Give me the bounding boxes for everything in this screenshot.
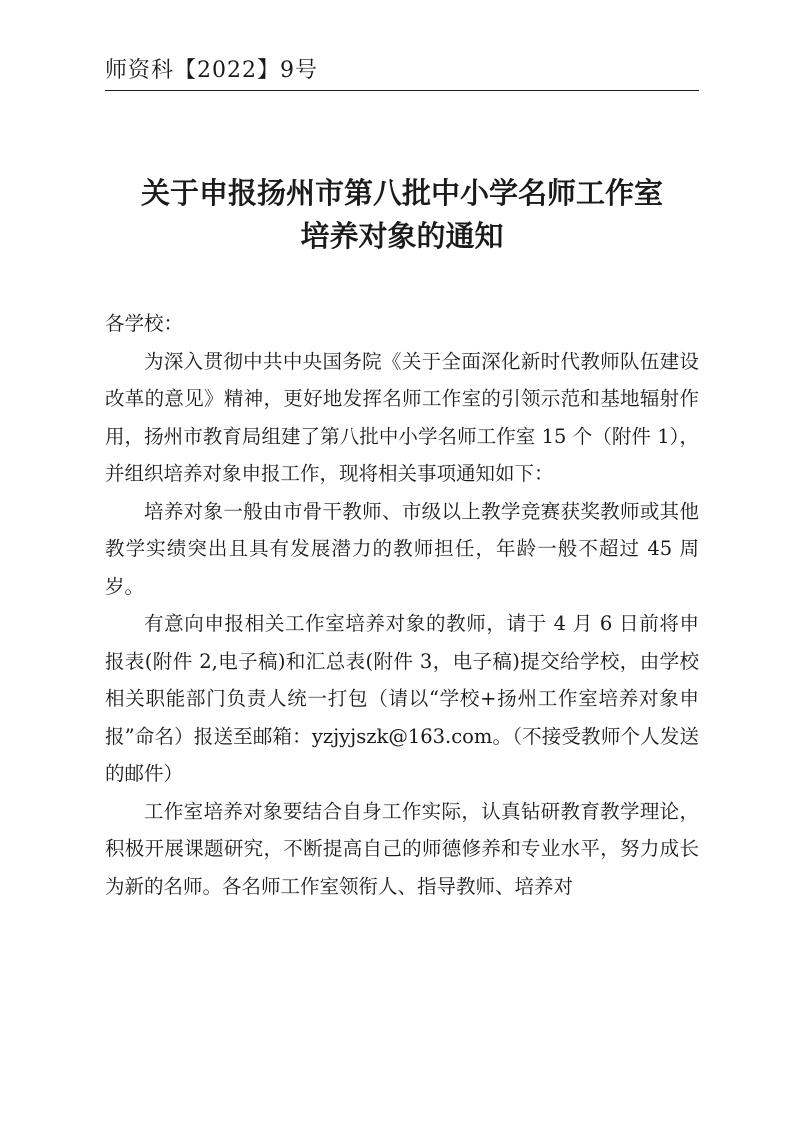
salutation: 各学校： — [105, 312, 184, 335]
paragraph-4: 工作室培养对象要结合自身工作实际，认真钻研教育教学理论，积极开展课题研究，不断提高自己的师德修养和专业水平，努力成长为新的名师。各名师工作室领衔人、指导教师、培养对 — [105, 799, 699, 898]
paragraph-2: 培养对象一般由市骨干教师、市级以上教学竞赛获奖教师或其他教学实绩突出且具有发展潜力的教师担任，年龄一般不超过 45 周岁。 — [105, 499, 699, 598]
document-title-line-1: 关于申报扬州市第八批中小学名师工作室 — [140, 176, 663, 210]
paragraph-3: 有意向申报相关工作室培养对象的教师，请于 4 月 6 日前将申报表(附件 2,电子稿)和汇总表(附件 3，电子稿)提交给学校，由学校相关职能部门负责人统一打包（请以“学校+扬州工作室培养对象申报”命名）报送至邮箱：yzjyjszk@163.com。（不接受教师个人发送的邮件） — [105, 612, 699, 785]
paragraph-1: 为深入贯彻中共中央国务院《关于全面深化新时代教师队伍建设改革的意见》精神，更好地发挥名师工作室的引领示范和基地辐射作用，扬州市教育局组建了第八批中小学名师工作室 15 个（附件 1），并组织培养对象申报工作，现将相关事项通知如下： — [105, 349, 699, 485]
header-divider — [105, 90, 699, 91]
document-title-line-2: 培养对象的通知 — [300, 219, 504, 253]
document-number: 师资科【2022】9号 — [105, 58, 318, 83]
document-body — [105, 305, 699, 905]
